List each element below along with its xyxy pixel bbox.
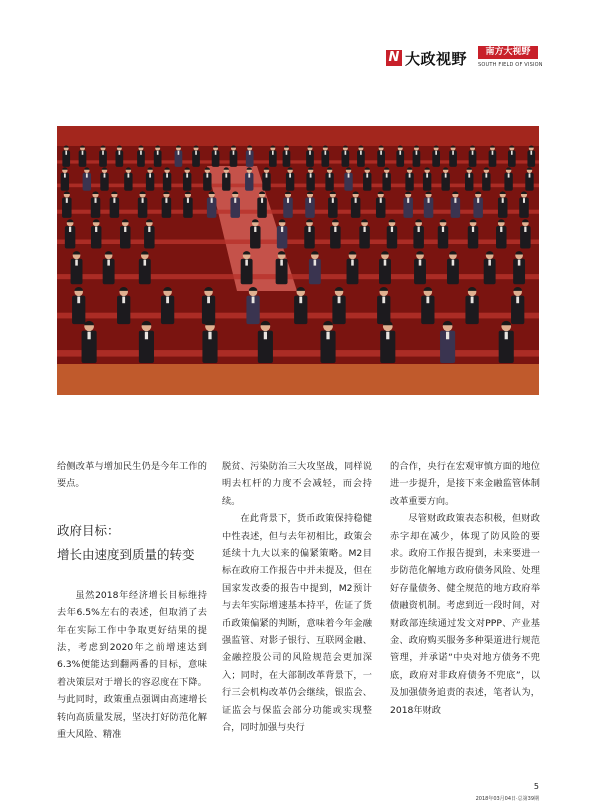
section-label — [478, 46, 543, 68]
text-column-3 — [390, 458, 540, 719]
text-column-1 — [57, 458, 207, 743]
section-heading-line2: 增长由速度到质量的转变 — [57, 546, 195, 562]
section-heading — [57, 519, 207, 567]
magazine-header — [386, 46, 543, 76]
paragraph: 脱贫、污染防治三大攻坚战，同样说明去杠杆的力度不会减轻，而会持续。 — [222, 461, 372, 507]
brand-logo-icon: N — [386, 50, 402, 66]
paragraph: 给侧改革与增加民生仍是今年工作的要点。 — [57, 461, 207, 490]
paragraph: 虽然2018年经济增长目标维持去年6.5%左右的表述，但取消了去年在实际工作中争取更好结果的提法，考虑到2020年之前增速达到6.3%便能达到翻两番的目标，意味着决策层对于增长的容忍度在下降。与此同时，政策重点强调由高速增长转向高质量发展，坚决打好防范化解重大风险、精准 — [57, 589, 207, 741]
text-column-2 — [222, 458, 372, 737]
paragraph: 在此背景下，货币政策保持稳健中性表述，但与去年初相比，政策会延续十九大以来的偏紧策略。M2目标在政府工作报告中并未提及，但在国家发改委的报告中提到，M2预计与去年实际增速基本持平，佐证了货币政策偏紧的判断，意味着今年金融强监管、对影子银行、互联网金融、金融控股公司的风险规范会更加深入；同时，在大部制改革背景下，一行三会机构改革仍会继续，银监会、证监会与保监会部分功能或实现整合，同时加强与央行 — [222, 513, 372, 734]
issue-info: 2018年03月04日·总第39期 — [475, 796, 539, 802]
section-tag: 南方大视野 — [478, 46, 538, 59]
article-photo — [57, 126, 539, 395]
section-subtitle: SOUTH FIELD OF VISION — [478, 62, 543, 68]
paragraph: 的合作，央行在宏观审慎方面的地位进一步提升，是接下来金融监管体制改革重要方向。 — [390, 461, 540, 507]
page-number: 5 — [533, 782, 539, 791]
photo-congress-delegates-standing — [57, 126, 539, 395]
brand-name: 大政视野 — [405, 50, 468, 68]
paragraph: 尽管财政政策表态积极，但财政赤字却在减少，体现了防风险的要求。政府工作报告提到，未来要进一步防范化解地方政府债务风险、处理好存量债务、健全规范的地方政府举债融资机制。考虑到近一段时间，对财政部连续通过发文对PPP、产业基金、政府购买服务多种渠道进行规范管理，并承诺“中央对地方债务不兜底，政府对非政府债务不兜底”，以及加强债务追责的表述，笔者认为，2018年财政 — [390, 513, 540, 716]
section-heading-line1: 政府目标： — [57, 522, 120, 538]
